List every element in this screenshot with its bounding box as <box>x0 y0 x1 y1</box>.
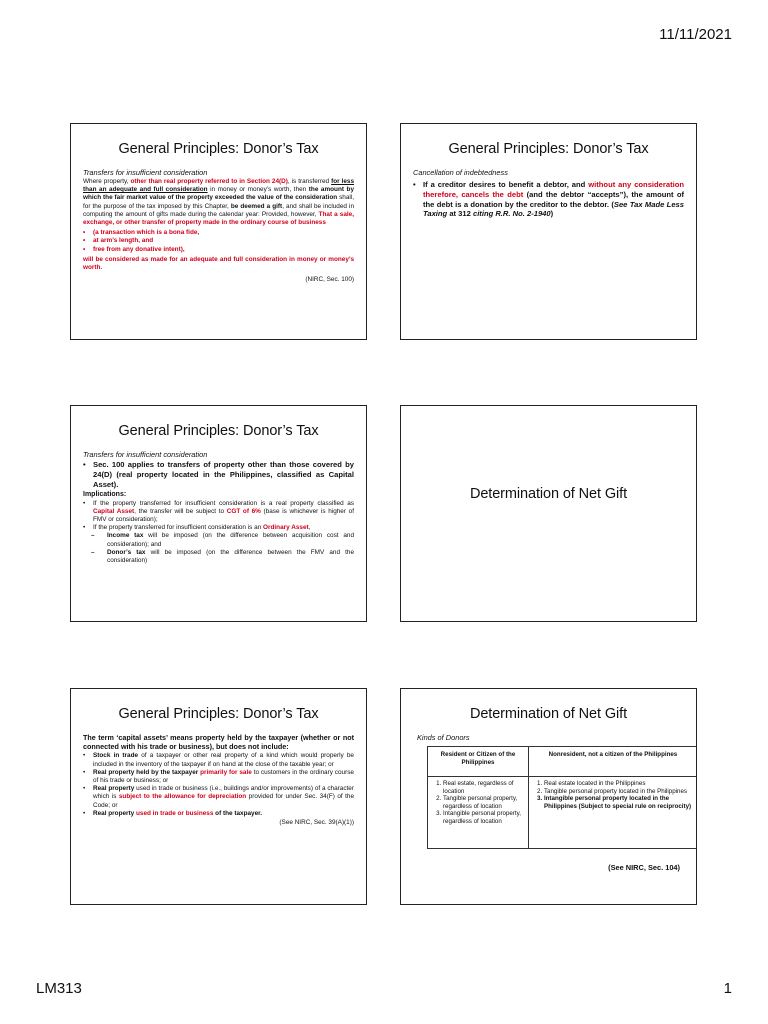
list-item: • Sec. 100 applies to transfers of property other than those covered by 24(D) (real property located in the Philippines, classified as Capital Asset). <box>83 460 354 489</box>
list-item: • If the property transferred for insufficient consideration is an Ordinary Asset, <box>83 524 354 532</box>
list-item: • Stock in trade of a taxpayer or other real property of a kind which would properly be included in the inventory of the taxpayer if on hand at the close of the taxable year; or <box>83 752 354 768</box>
slide-1 <box>70 123 367 340</box>
slide-title: General Principles: Donor’s Tax <box>118 141 319 157</box>
list-item: • Real property used in trade or business (i.e., buildings and/or improvements) of a character which is subject to the allowance for depreciation provided for under Sec. 34(F) of the Code; or <box>83 785 354 810</box>
slide-3 <box>70 405 367 622</box>
list-item: 2. Tangible personal property, regardless of location <box>443 795 525 810</box>
slide-subtitle: Kinds of Donors <box>417 733 470 742</box>
list-item: • (a transaction which is a bona fide, <box>83 229 354 237</box>
list-item: 2. Tangible personal property located in the Philippines <box>544 788 694 796</box>
list-item: • Real property used in trade or business of the taxpayer. <box>83 810 354 818</box>
slide-title: General Principles: Donor’s Tax <box>118 706 319 722</box>
slide-subtitle: Cancellation of indebtedness <box>413 168 508 177</box>
slide-subtitle: Transfers for insufficient consideration <box>83 450 208 459</box>
slide-subtitle: Transfers for insufficient consideration <box>83 168 208 177</box>
footer-course-code: LM313 <box>36 980 82 997</box>
list-item: – Income tax will be imposed (on the difference between acquisition cost and consideration); and <box>83 532 354 548</box>
list-item: 3. Intangible personal property, regardless of location <box>443 810 525 825</box>
page-number: 1 <box>723 980 732 997</box>
list-item: 1. Real estate located in the Philippines <box>544 780 694 788</box>
slide-4 <box>400 405 697 622</box>
citation: (See NIRC, Sec. 104) <box>608 863 680 872</box>
bullet-list <box>83 460 354 489</box>
list-item: • Real property held by the taxpayer primarily for sale to customers in the ordinary course of his trade or business; or <box>83 769 354 785</box>
citation: (See NIRC, Sec. 39(A)(1)) <box>279 819 354 827</box>
donors-table <box>427 746 697 849</box>
bullet-list <box>83 752 354 818</box>
table-header-row <box>428 747 698 777</box>
header-date: 11/11/2021 <box>659 26 732 43</box>
slide-title: General Principles: Donor’s Tax <box>118 423 319 439</box>
slide-closing: will be considered as made for an adequate and full consideration in money or money’s worth. <box>83 255 354 272</box>
slide-title: Determination of Net Gift <box>469 706 628 722</box>
list-item: • If a creditor desires to benefit a debtor, and without any consideration therefore, cancels the debt (and the debtor “accepts”), the amount of the debt is a donation by the creditor to the debtor. (See Tax Made Less Taxing at 312 citing R.R. No. 2-1940) <box>413 180 684 219</box>
list-item: 1. Real estate, regardless of location <box>443 780 525 795</box>
slide-intro: The term ‘capital assets’ means property held by the taxpayer (whether or not connected with his trade or business), but does not include: <box>83 733 354 752</box>
table-cell <box>428 777 529 849</box>
slide-5 <box>70 688 367 905</box>
table-header: Nonresident, not a citizen of the Philippines <box>528 747 697 777</box>
bullet-list <box>83 500 354 533</box>
table-row <box>428 777 698 849</box>
table-cell <box>528 777 697 849</box>
slide-6 <box>400 688 697 905</box>
implications-label: Implications: <box>83 491 127 499</box>
list-item: 3. Intangible personal property located in the Philippines (Subject to special rule on reciprocity) <box>544 795 694 810</box>
list-item: • free from any donative intent), <box>83 246 354 254</box>
slide-2 <box>400 123 697 340</box>
list-item: • If the property transferred for insufficient consideration is a real property classified as Capital Asset, the transfer will be subject to CGT of 6% (base is whichever is higher of FMV or consideration); <box>83 500 354 525</box>
bullet-list <box>83 229 354 254</box>
slide-title: Determination of Net Gift <box>469 486 628 502</box>
table-header: Resident or Citizen of the Philippines <box>428 747 529 777</box>
list-item: • at arm’s length, and <box>83 237 354 245</box>
dash-list <box>83 532 354 565</box>
list-item: – Donor’s tax will be imposed (on the difference between the FMV and the consideration) <box>83 549 354 565</box>
slide-paragraph: Where property, other than real property referred to in Section 24(D), is transferred for less than an adequate and full consideration in money or money’s worth, then the amount by which the fair market value of the property exceeded the value of the consideration shall, for the purpose of the tax imposed by this Chapter, be deemed a gift, and shall be included in computing the amount of gifts made during the calendar year: Provided, however, That a sale, exchange, or other transfer of property made in the ordinary course of business <box>83 178 355 227</box>
slide-title: General Principles: Donor’s Tax <box>448 141 649 157</box>
bullet-list <box>413 180 684 219</box>
citation: (NIRC, Sec. 100) <box>305 276 354 284</box>
